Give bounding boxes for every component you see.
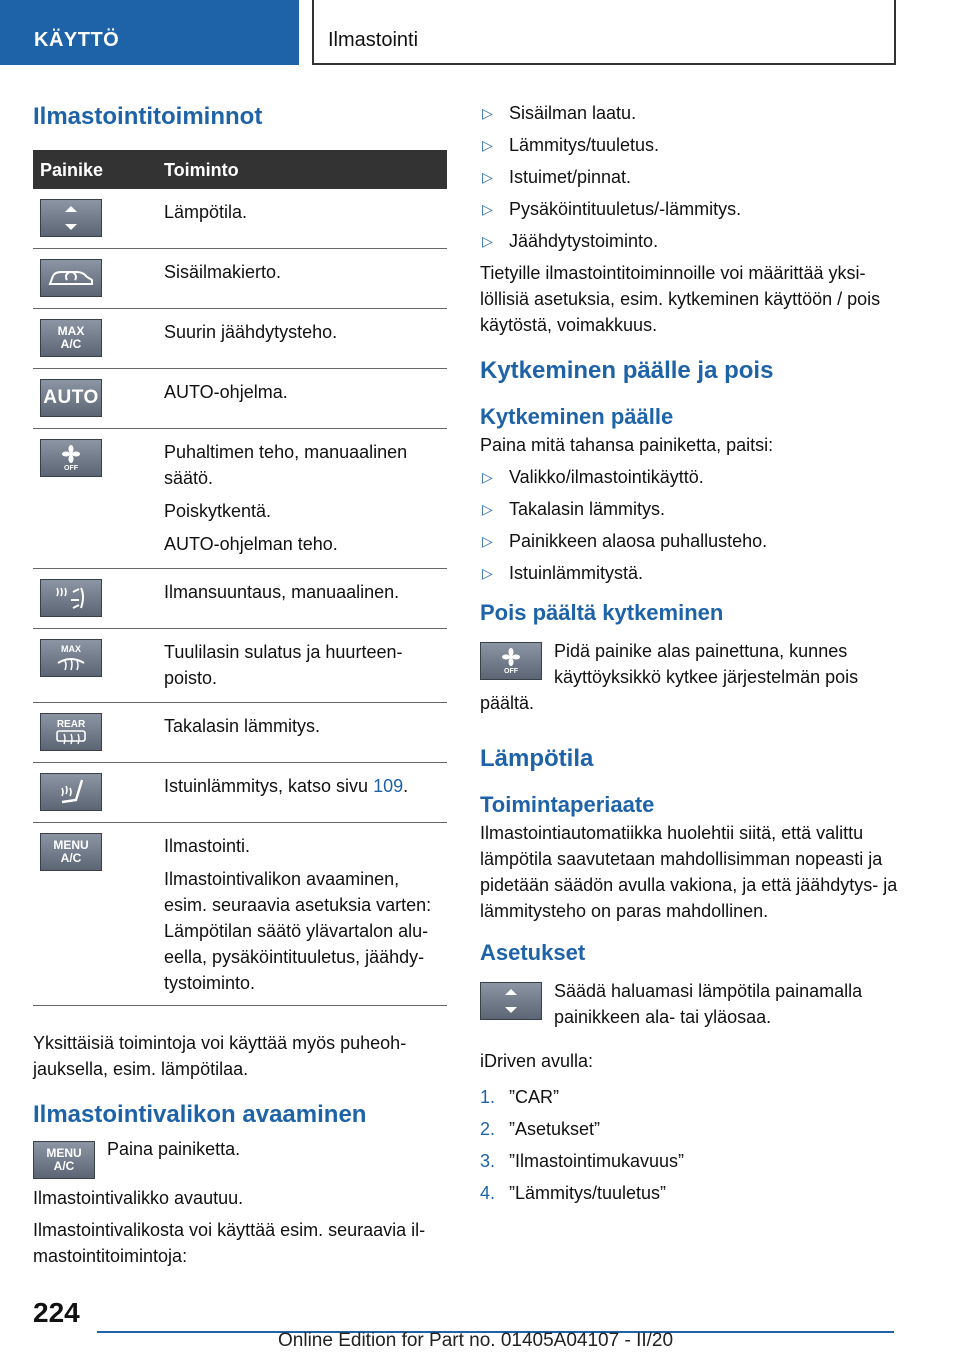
table-row: [33, 309, 447, 369]
temperature-arrows-button-icon: [40, 199, 102, 237]
function-text: AUTO-ohjelman teho.: [164, 534, 338, 554]
seat-heating-button-icon: [40, 773, 102, 811]
switch-off-text: Pidä painike alas painettuna, kunnes käyttöyksikkö kytkee järjestelmän pois päältä.: [480, 641, 859, 713]
table-row: [33, 703, 447, 763]
left-column: [33, 100, 447, 1275]
function-text: Poiskytkentä.: [164, 501, 272, 521]
table-row: [33, 369, 447, 429]
exceptions-list: [480, 464, 900, 586]
page-number: 224: [33, 1297, 80, 1328]
list-item: 1. ”CAR”: [480, 1087, 559, 1107]
function-text: Ilmastointi.: [164, 836, 251, 856]
settings-text: Säädä haluamasi lämpötila painamalla painikkeen ala- tai yläosaa.: [554, 981, 863, 1027]
table-row: [33, 569, 447, 629]
temperature-arrows-button-icon: [480, 982, 542, 1020]
subtitle-switch-off: Pois päältä kytkeminen: [480, 600, 724, 625]
max-defrost-button-icon: [40, 639, 102, 677]
list-item: 3. ”Ilmastointimukavuus”: [480, 1151, 685, 1171]
header-chapter-tab: [312, 0, 896, 65]
idrive-text: iDriven avulla:: [480, 1051, 594, 1071]
right-column: [480, 100, 900, 1212]
recirculation-button-icon: [40, 259, 102, 297]
function-text: Lämpötila.: [164, 202, 248, 222]
menu-ac-button-icon: MENU A/C: [40, 833, 102, 871]
table-header-function: Toiminto: [164, 159, 239, 180]
list-item: ▷ Sisäilman laatu.: [482, 103, 637, 123]
switch-on-text: Paina mitä tahansa painiketta, paitsi:: [480, 435, 774, 455]
list-item: ▷ Lämmitys/tuuletus.: [482, 135, 660, 155]
function-text: Suurin jäähdytysteho.: [164, 322, 338, 342]
table-header-button: Painike: [40, 159, 104, 180]
section-title-temperature: Lämpötila: [480, 745, 594, 772]
list-item: ▷ Takalasin lämmitys.: [482, 499, 666, 519]
list-item: 2. ”Asetukset”: [480, 1119, 601, 1139]
list-item: ▷ Istuimet/pinnat.: [482, 167, 632, 187]
svg-text:REAR: REAR: [56, 719, 86, 730]
page-reference-link[interactable]: 109: [373, 776, 404, 796]
max-ac-button-icon: MAX A/C: [40, 319, 102, 357]
svg-text:MAX: MAX: [61, 644, 81, 654]
list-item: ▷ Jäähdytystoiminto.: [482, 231, 659, 251]
table-row: [33, 249, 447, 309]
fan-off-button-icon: [480, 642, 542, 680]
subtitle-switch-on: Kytkeminen päälle: [480, 404, 674, 429]
switch-off-paragraph: [480, 638, 900, 722]
function-text: Ilmastointivalikon avaaminen, esim. seuraavia asetuksia varten: Lämpötilan säätö ylävartalon alueella, pysäköintituuletus, jäähdytystoiminto.: [164, 869, 432, 993]
header-chapter-label: Ilmastointi: [328, 29, 419, 51]
table-row: [33, 429, 447, 569]
menu-opens-text: Ilmastointivalikko avautuu.: [33, 1188, 244, 1208]
function-text: Istuinlämmitys, katso sivu 109.: [164, 776, 409, 796]
function-text: Takalasin lämmitys.: [164, 716, 321, 736]
footer-edition: Online Edition for Part no. 01405A04107 - II/20: [278, 1330, 674, 1351]
menu-ac-button-icon: MENU A/C: [33, 1141, 95, 1179]
principle-text: Ilmastointiautomatiikka huolehtii siitä, että valittu lämpötila saavutetaan mahdollisimman nopeasti ja pidetään säädön avulla vakiona, ja että jäähdytys- ja lämmitysteho on paras mahdollinen.: [480, 823, 898, 921]
function-text: Sisäilmakierto.: [164, 262, 282, 282]
header-section-tab: [0, 0, 299, 65]
rear-defrost-button-icon: [40, 713, 102, 751]
idrive-steps-list: [480, 1084, 900, 1206]
air-distribution-button-icon: [40, 579, 102, 617]
menu-press-paragraph: [33, 1136, 447, 1179]
table-row: [33, 823, 447, 1006]
auto-button-icon: AUTO: [40, 379, 102, 417]
list-item: ▷ Pysäköintituuletus/-lämmitys.: [482, 199, 742, 219]
function-text: AUTO-ohjelma.: [164, 382, 288, 402]
fan-off-button-icon: [40, 439, 102, 477]
menu-use-text: Ilmastointivalikosta voi käyttää esim. seuraavia ilmastointitoimintoja:: [33, 1220, 426, 1266]
settings-paragraph: [480, 978, 900, 1036]
table-row: [33, 629, 447, 703]
list-item: ▷ Painikkeen alaosa puhallusteho.: [482, 531, 768, 551]
svg-text:OFF: OFF: [504, 668, 518, 674]
functions-table: [33, 150, 447, 1006]
subtitle-settings: Asetukset: [480, 940, 586, 965]
section-title-climate-functions: Ilmastointitoiminnot: [33, 103, 263, 130]
individual-settings-note: Tietyille ilmastointitoiminnoille voi määrittää yksilöllisiä asetuksia, esim. kytkeminen käyttöön / pois käytöstä, voimakkuus.: [480, 263, 881, 335]
table-row: [33, 189, 447, 249]
menu-press-text: Paina painiketta.: [107, 1139, 241, 1159]
menu-options-list: [480, 100, 900, 254]
function-text: Ilmansuuntaus, manuaalinen.: [164, 582, 400, 602]
table-row: [33, 763, 447, 823]
function-text: Puhaltimen teho, manuaalinen säätö.: [164, 442, 408, 488]
svg-text:OFF: OFF: [64, 465, 78, 471]
list-item: 4. ”Lämmitys/tuuletus”: [480, 1183, 667, 1203]
section-title-on-off: Kytkeminen päälle ja pois: [480, 357, 774, 384]
function-text: Tuulilasin sulatus ja huurteenpoisto.: [164, 642, 403, 688]
voice-control-note: Yksittäisiä toimintoja voi käyttää myös puheohjauksella, esim. lämpötilaa.: [33, 1033, 407, 1079]
section-title-open-menu: Ilmastointivalikon avaaminen: [33, 1101, 367, 1128]
list-item: ▷ Valikko/ilmastointikäyttö.: [482, 467, 704, 487]
table-header: [33, 150, 447, 189]
header-section-label: KÄYTTÖ: [34, 29, 120, 51]
subtitle-principle: Toimintaperiaate: [480, 792, 655, 817]
list-item: ▷ Istuinlämmitystä.: [482, 563, 644, 583]
